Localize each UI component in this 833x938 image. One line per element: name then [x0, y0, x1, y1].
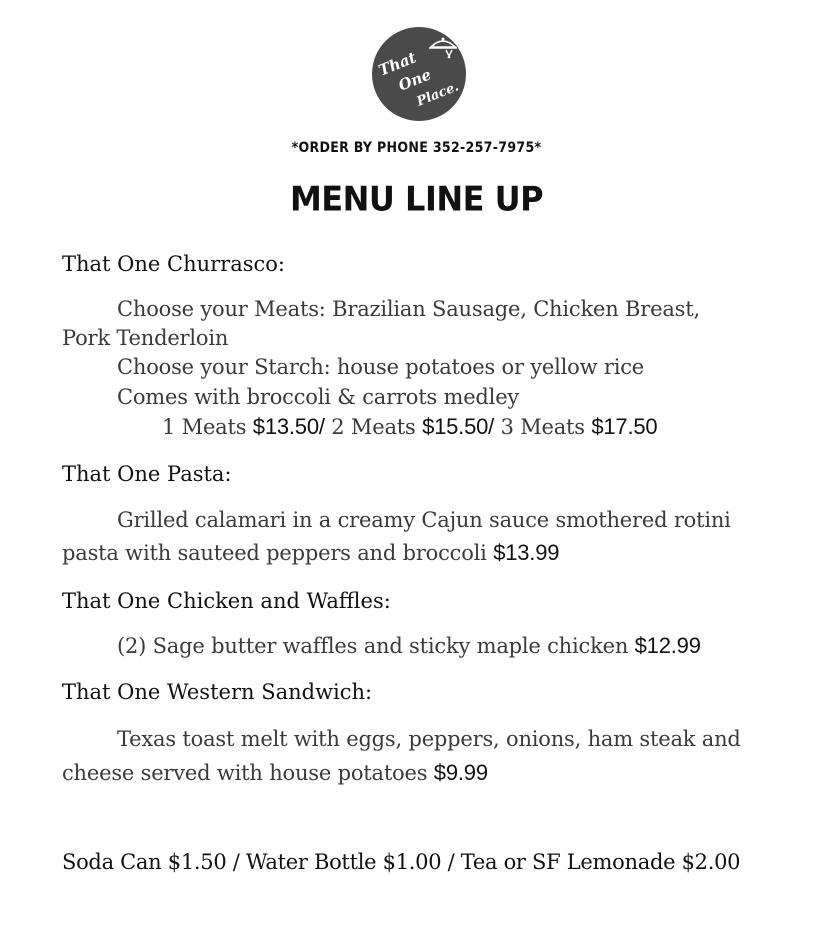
option-1-label: 1 Meats	[162, 415, 253, 439]
churrasco-meats-line2: Pork Tenderloin	[62, 326, 229, 350]
option-2-label: 2 Meats	[331, 415, 423, 439]
churrasco-meats-line1: Choose your Meats: Brazilian Sausage, Chicken Breast,	[117, 297, 700, 321]
waffles-heading: That One Chicken and Waffles:	[62, 589, 391, 613]
option-3-price: $17.50	[591, 414, 658, 439]
churrasco-options	[162, 414, 657, 440]
churrasco-starch: Choose your Starch: house potatoes or yellow rice	[117, 355, 645, 379]
pasta-price: $13.99	[493, 540, 560, 565]
option-3-label: 3 Meats	[500, 415, 592, 439]
waffles-line1-text: (2) Sage butter waffles and sticky maple chicken	[117, 634, 635, 658]
western-price: $9.99	[433, 760, 488, 785]
pasta-line1: Grilled calamari in a creamy Cajun sauce smothered rotini	[117, 508, 731, 532]
pasta-line2	[62, 540, 559, 566]
churrasco-heading: That One Churrasco:	[62, 252, 285, 276]
logo-word-place: Place.	[414, 79, 462, 110]
cloche-waiter-icon	[428, 35, 458, 59]
drinks-price-line: Soda Can $1.50 / Water Bottle $1.00 / Tea or SF Lemonade $2.00	[62, 850, 741, 874]
western-heading: That One Western Sandwich:	[62, 680, 373, 704]
option-2-price: $15.50/	[422, 414, 495, 439]
logo-word-that: That	[376, 48, 419, 80]
menu-title: MENU LINE UP	[289, 179, 544, 219]
logo-word-one: One	[395, 65, 434, 95]
western-line1: Texas toast melt with eggs, peppers, onions, ham steak and	[117, 727, 741, 751]
option-1-price: $13.50/	[252, 414, 325, 439]
western-line2	[62, 760, 488, 786]
pasta-line2-text: pasta with sauteed peppers and broccoli	[62, 541, 494, 565]
waffles-price: $12.99	[634, 633, 701, 658]
churrasco-sides: Comes with broccoli & carrots medley	[117, 385, 520, 409]
logo-badge	[372, 27, 466, 121]
restaurant-logo	[372, 27, 466, 121]
pasta-heading: That One Pasta:	[62, 462, 232, 486]
waffles-line1	[117, 633, 701, 659]
western-line2-text: cheese served with house potatoes	[62, 761, 434, 785]
order-phone-line: *ORDER BY PHONE 352-257-7975*	[291, 140, 542, 156]
